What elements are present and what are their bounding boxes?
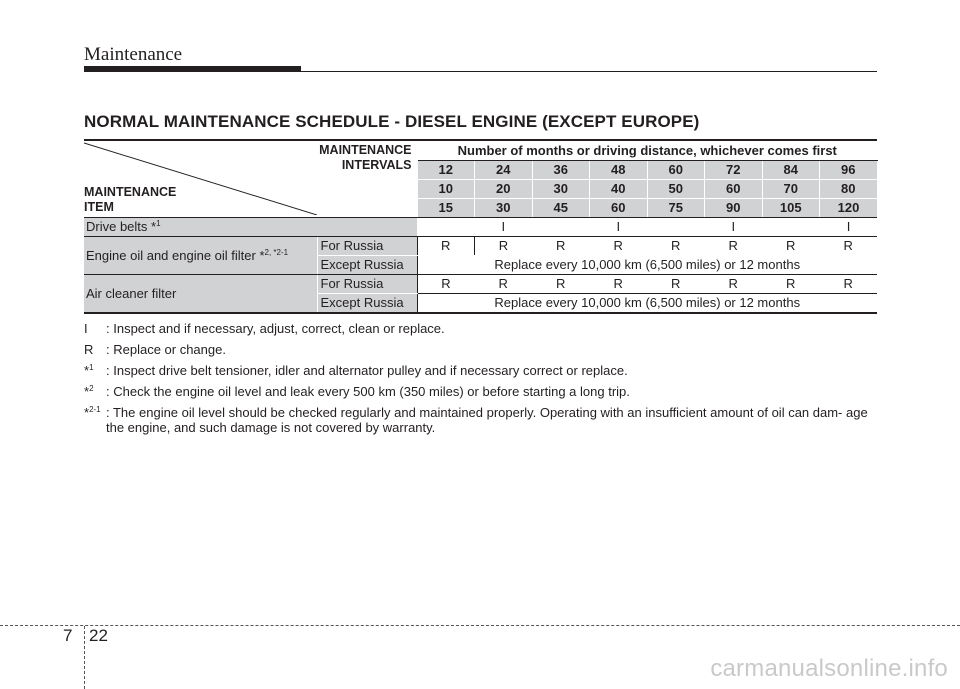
air-cleaner-label: Air cleaner filter [84, 275, 317, 314]
schedule-cell: R [728, 276, 738, 291]
miles-cell: 70 [762, 180, 820, 199]
drive-belts-label: Drive belts *$^1$ [84, 218, 417, 237]
engine-oil-label: Engine oil and engine oil filter *$^{2, *2-1}$ [84, 237, 317, 275]
months-cell: 60 [647, 161, 705, 180]
schedule-cell: R [498, 276, 508, 291]
km-cell: 30 [475, 199, 533, 218]
schedule-cell: R [475, 237, 533, 256]
miles-cell: 10 [417, 180, 475, 199]
schedule-cell [417, 218, 475, 237]
schedule-cell: R [590, 237, 648, 256]
schedule-cell [532, 218, 590, 237]
months-cell: 96 [820, 161, 878, 180]
km-cell: 75 [647, 199, 705, 218]
note-inspect: I : Inspect and if necessary, adjust, correct, clean or replace. [84, 321, 445, 336]
table-corner-header [84, 140, 417, 218]
corner-item-label: MAINTENANCE ITEM [84, 185, 177, 214]
section-title: Maintenance [84, 44, 183, 65]
header-rule-thin [301, 71, 877, 72]
schedule-cell: R [762, 237, 820, 256]
months-cell: 48 [590, 161, 648, 180]
schedule-cell: R [820, 237, 878, 256]
header-rule-thick [84, 66, 301, 72]
schedule-cell: R [417, 275, 475, 294]
footer-divider [0, 625, 960, 626]
schedule-cell [762, 218, 820, 237]
schedule-cell: I [820, 218, 878, 237]
except-russia-label: Except Russia [317, 256, 417, 275]
except-russia-label: Except Russia [317, 294, 417, 314]
schedule-cell: I [705, 218, 763, 237]
note-footnote-2-1: *$^{2-1}$ : The engine oil level should be checked regularly and maintained properly. Operating with an insufficient amount of oil can dam- age the engine, and such damage is not covered by warranty. [84, 405, 868, 435]
months-cell: 84 [762, 161, 820, 180]
miles-cell: 60 [705, 180, 763, 199]
km-cell: 45 [532, 199, 590, 218]
schedule-cell: R [417, 237, 475, 256]
note-footnote-2: *$^2$ : Check the engine oil level and leak every 500 km (350 miles) or before starting a long trip. [84, 384, 630, 399]
table-title: Number of months or driving distance, whichever comes first [417, 140, 877, 161]
footer-page-divider [84, 626, 85, 689]
replace-interval-text: Replace every 10,000 km (6,500 miles) or 12 months [417, 256, 877, 275]
schedule-cell: R [705, 237, 763, 256]
miles-cell: 30 [532, 180, 590, 199]
miles-cell: 20 [475, 180, 533, 199]
km-cell: 105 [762, 199, 820, 218]
schedule-cell: R [843, 276, 853, 291]
miles-cell: 80 [820, 180, 878, 199]
maintenance-schedule-table [84, 139, 878, 314]
corner-intervals-label: MAINTENANCE INTERVALS [319, 143, 412, 172]
km-cell: 60 [590, 199, 648, 218]
note-replace: R : Replace or change. [84, 342, 226, 357]
km-cell: 90 [705, 199, 763, 218]
replace-interval-text: Replace every 10,000 km (6,500 miles) or 12 months [417, 294, 877, 314]
schedule-cell: I [590, 218, 648, 237]
months-cell: 24 [475, 161, 533, 180]
schedule-cell [647, 218, 705, 237]
schedule-cell: R [786, 276, 796, 291]
schedule-cell: I [475, 218, 533, 237]
km-cell: 15 [417, 199, 475, 218]
km-cell: 120 [820, 199, 878, 218]
schedule-heading: NORMAL MAINTENANCE SCHEDULE - DIESEL ENGINE (EXCEPT EUROPE) [84, 112, 700, 131]
schedule-cell: R [671, 276, 681, 291]
watermark: carmanualsonline.info [710, 655, 948, 682]
months-cell: 72 [705, 161, 763, 180]
schedule-cell: R [613, 276, 623, 291]
for-russia-label: For Russia [317, 275, 417, 294]
chapter-number: 7 [63, 626, 73, 645]
legend-notes [84, 321, 884, 441]
for-russia-label: For Russia [317, 237, 417, 256]
row-engine-oil-russia [84, 237, 877, 256]
note-footnote-1: *$^1$ : Inspect drive belt tensioner, idler and alternator pulley and if necessary correct or replace. [84, 363, 628, 378]
schedule-cell: R [647, 237, 705, 256]
page-number: 22 [89, 626, 108, 645]
months-cell: 36 [532, 161, 590, 180]
row-air-cleaner-russia [84, 275, 877, 294]
months-cell: 12 [417, 161, 475, 180]
schedule-cell: R [532, 237, 590, 256]
row-drive-belts [84, 218, 877, 237]
schedule-cell: R [556, 276, 566, 291]
miles-cell: 40 [590, 180, 648, 199]
miles-cell: 50 [647, 180, 705, 199]
